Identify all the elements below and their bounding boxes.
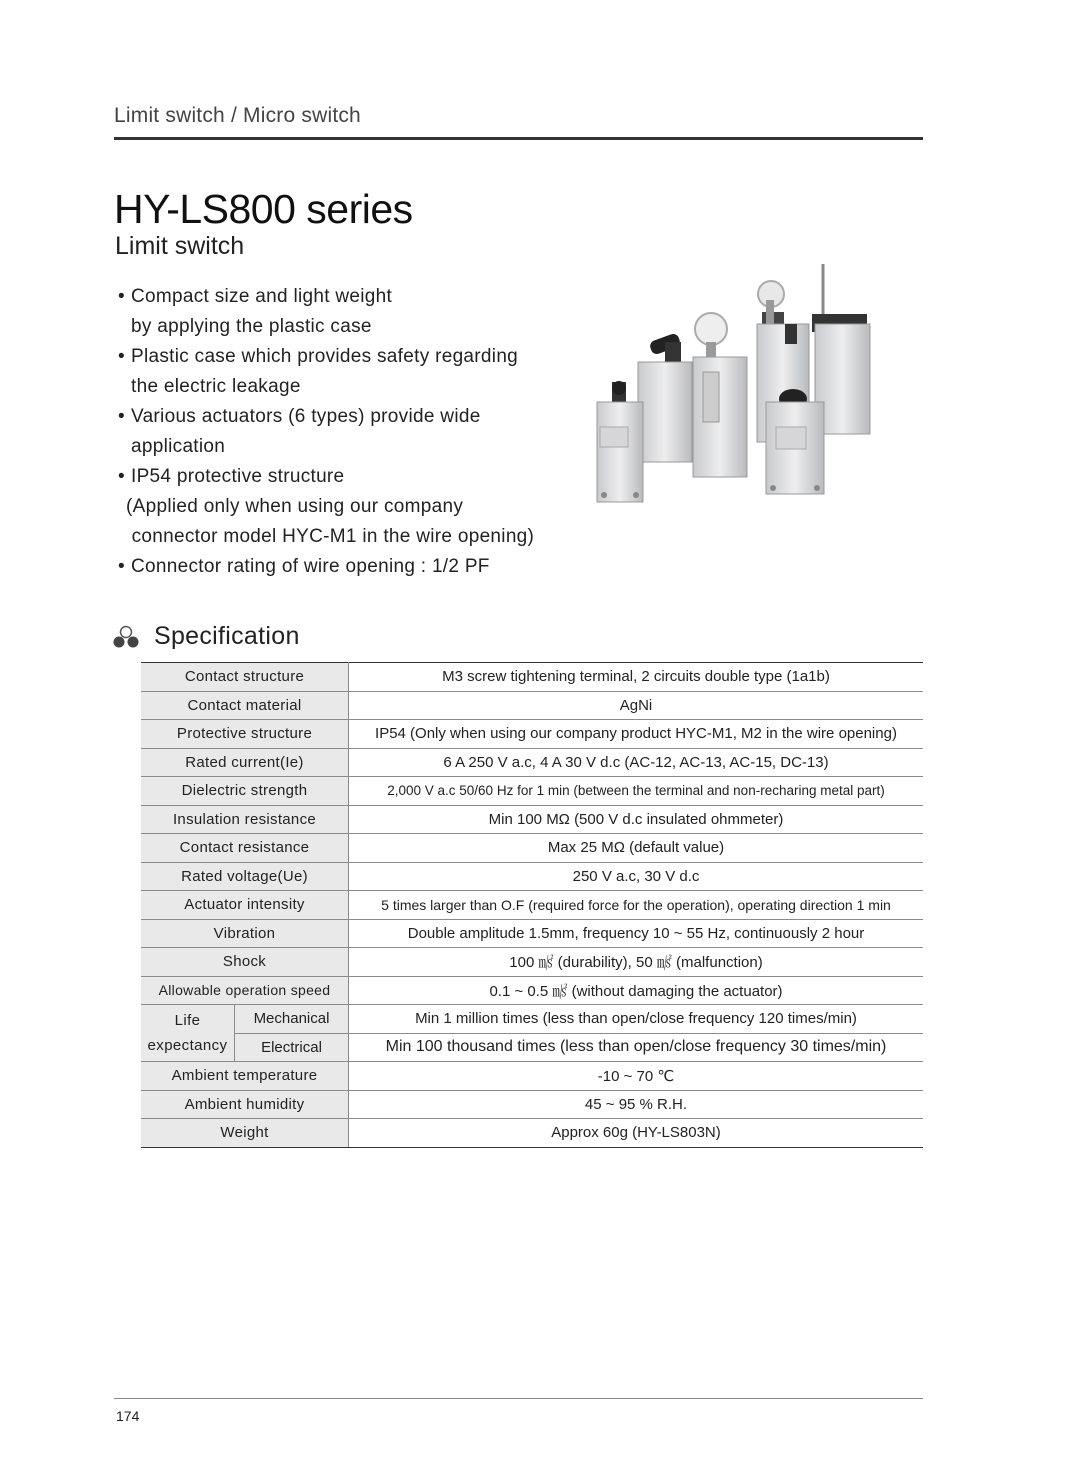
spec-label: Protective structure xyxy=(141,720,349,749)
table-row xyxy=(141,976,923,1005)
table-row xyxy=(141,1090,923,1119)
spec-value: Min 100 MΩ (500 V d.c insulated ohmmeter) xyxy=(349,805,924,834)
electrical-label: Electrical xyxy=(235,1033,349,1062)
bullet-icon: • xyxy=(118,406,125,427)
table-row xyxy=(141,891,923,920)
feature-line: Connector rating of wire opening : 1/2 PF xyxy=(131,556,490,577)
table-row xyxy=(141,1033,923,1062)
feature-item xyxy=(118,342,534,402)
feature-note-line: (Applied only when using our company xyxy=(126,496,464,517)
feature-line: Plastic case which provides safety regarding xyxy=(131,346,519,367)
table-row xyxy=(141,1062,923,1091)
feature-line: IP54 protective structure xyxy=(131,466,345,487)
spec-value: Approx 60g (HY-LS803N) xyxy=(349,1119,924,1148)
table-row xyxy=(141,663,923,692)
table-row xyxy=(141,691,923,720)
spec-label: Rated voltage(Ue) xyxy=(141,862,349,891)
spec-value: 45 ~ 95 % R.H. xyxy=(349,1090,924,1119)
bullet-icon: • xyxy=(118,286,125,307)
mechanical-value: Min 1 million times (less than open/close frequency 120 times/min) xyxy=(349,1005,924,1034)
feature-line: by applying the plastic case xyxy=(131,316,372,337)
feature-item xyxy=(118,402,534,462)
table-row xyxy=(141,948,923,977)
page-title: HY-LS800 series xyxy=(114,186,413,232)
table-row xyxy=(141,1119,923,1148)
section-title: Specification xyxy=(154,622,300,650)
page-number: 174 xyxy=(116,1408,140,1424)
mechanical-label: Mechanical xyxy=(235,1005,349,1034)
life-expectancy-label: Life expectancy xyxy=(141,1005,235,1062)
header-category: Limit switch / Micro switch xyxy=(114,104,361,127)
table-row xyxy=(141,777,923,806)
footer-rule xyxy=(114,1398,923,1399)
spec-value: Max 25 MΩ (default value) xyxy=(349,834,924,863)
spec-label: Ambient temperature xyxy=(141,1062,349,1091)
header-rule xyxy=(114,137,923,140)
product-photo xyxy=(590,262,880,507)
table-row xyxy=(141,748,923,777)
spec-value: IP54 (Only when using our company product HYC-M1, M2 in the wire opening) xyxy=(349,720,924,749)
spec-label: Vibration xyxy=(141,919,349,948)
three-circles-icon xyxy=(112,625,140,649)
feature-line: Various actuators (6 types) provide wide xyxy=(131,406,481,427)
spec-value: M3 screw tightening terminal, 2 circuits double type (1a1b) xyxy=(349,663,924,692)
feature-line: application xyxy=(131,436,226,457)
spec-value: 2,000 V a.c 50/60 Hz for 1 min (between the terminal and non-recharing metal part) xyxy=(349,777,924,806)
spec-label: Weight xyxy=(141,1119,349,1148)
bullet-icon: • xyxy=(118,346,125,367)
spec-value: Double amplitude 1.5mm, frequency 10 ~ 55 Hz, continuously 2 hour xyxy=(349,919,924,948)
table-row xyxy=(141,862,923,891)
table-row xyxy=(141,720,923,749)
spec-value: 100 ㎨ (durability), 50 ㎨ (malfunction) xyxy=(349,948,924,977)
spec-value: AgNi xyxy=(349,691,924,720)
electrical-value: Min 100 thousand times (less than open/close frequency 30 times/min) xyxy=(349,1033,924,1062)
spec-label: Contact structure xyxy=(141,663,349,692)
feature-note xyxy=(118,492,534,552)
section-heading xyxy=(112,622,300,651)
spec-value: -10 ~ 70 ℃ xyxy=(349,1062,924,1091)
feature-note-line: connector model HYC-M1 in the wire opening) xyxy=(131,526,535,547)
spec-label: Dielectric strength xyxy=(141,777,349,806)
feature-item xyxy=(118,282,534,342)
table-row xyxy=(141,834,923,863)
spec-value: 250 V a.c, 30 V d.c xyxy=(349,862,924,891)
spec-label: Shock xyxy=(141,948,349,977)
spec-label: Rated current(Ie) xyxy=(141,748,349,777)
feature-line: Compact size and light weight xyxy=(131,286,393,307)
spec-value: 0.1 ~ 0.5 ㎨ (without damaging the actuator) xyxy=(349,976,924,1005)
bullet-icon: • xyxy=(118,466,125,487)
spec-label: Contact material xyxy=(141,691,349,720)
spec-label: Allowable operation speed xyxy=(141,976,349,1005)
spec-label: Contact resistance xyxy=(141,834,349,863)
feature-line: the electric leakage xyxy=(131,376,301,397)
spec-label: Actuator intensity xyxy=(141,891,349,920)
spec-label: Ambient humidity xyxy=(141,1090,349,1119)
table-row xyxy=(141,805,923,834)
spec-value: 6 A 250 V a.c, 4 A 30 V d.c (AC-12, AC-13, AC-15, DC-13) xyxy=(349,748,924,777)
spec-label: Insulation resistance xyxy=(141,805,349,834)
table-row xyxy=(141,919,923,948)
feature-item xyxy=(118,462,534,492)
feature-list xyxy=(118,282,534,582)
bullet-icon: • xyxy=(118,556,125,577)
page-subtitle: Limit switch xyxy=(115,232,245,260)
spec-value: 5 times larger than O.F (required force for the operation), operating direction 1 min xyxy=(349,891,924,920)
feature-item xyxy=(118,552,534,582)
spec-table xyxy=(141,662,923,1148)
table-row xyxy=(141,1005,923,1034)
